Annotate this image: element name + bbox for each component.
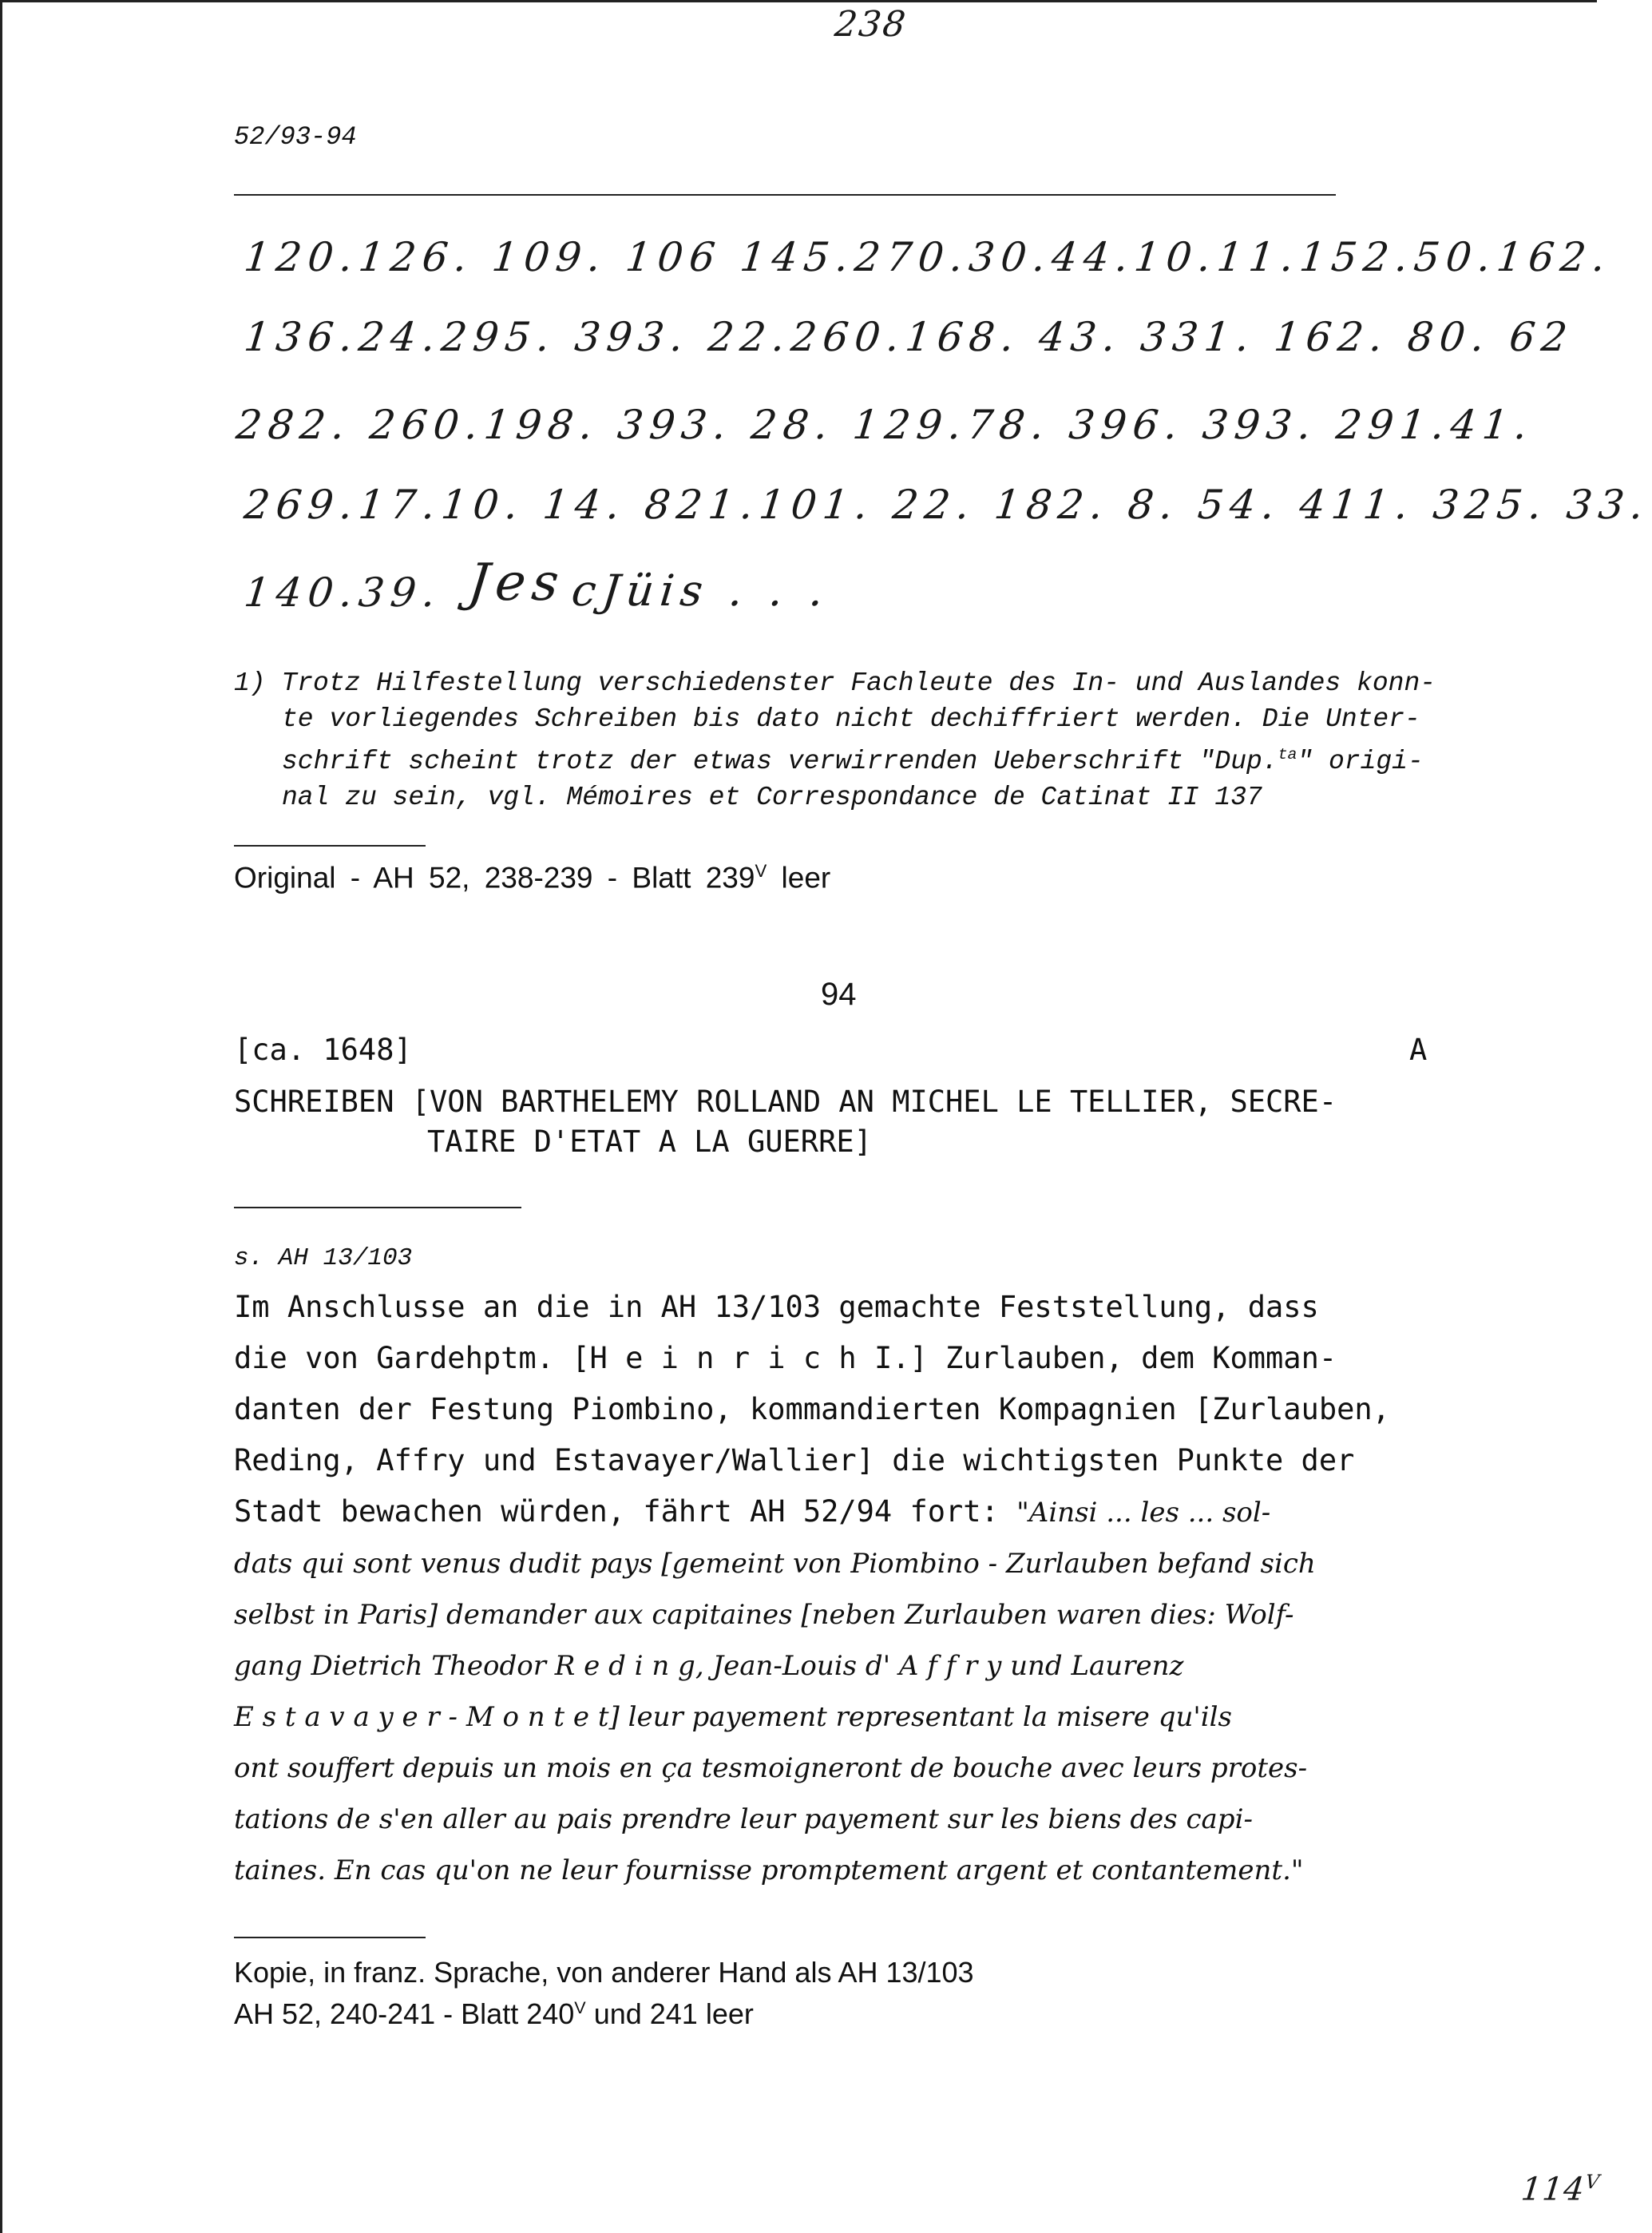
copy-note-line-2 (234, 1990, 974, 2032)
body-line-11: tations de s'en aller au pais prendre leur payement sur les biens des capi- (234, 1803, 1253, 1835)
body-line-1: Im Anschlusse an die in AH 13/103 gemachte Feststellung, dass (234, 1290, 1319, 1324)
body-line-6: dats qui sont venus dudit pays [gemeint von Piombino - Zurlauben befand sich (234, 1548, 1316, 1580)
body-line-9 (234, 1692, 1390, 1743)
top-rule (234, 194, 1336, 196)
see-reference: s. AH 13/103 (234, 1244, 413, 1272)
footnote-marker: 1) (234, 668, 266, 698)
corner-folio-sup: V (1584, 2171, 1602, 2193)
body-line-3: danten der Festung Piombino, kommandierten Kompagnien [Zurlauben, (234, 1392, 1390, 1426)
body-line-8d: A f f r y (898, 1650, 1002, 1682)
body-line-7: selbst in Paris] demander aux capitaines [neben Zurlauben waren dies: Wolf- (234, 1599, 1294, 1631)
copy-note-line-1: Kopie, in franz. Sprache, von anderer Hand als AH 13/103 (234, 1956, 974, 1989)
footnote-line-2: te vorliegendes Schreiben bis dato nicht dechiffriert werden. Die Unter- (282, 704, 1420, 734)
body-line-5a: Stadt bewachen würden, fährt AH 52/94 fort: (234, 1494, 1017, 1529)
cipher-signature: Jes (465, 553, 568, 613)
copy-note-line-2b: und 241 leer (585, 1997, 754, 2030)
body-line-8b: R e d i n g (554, 1650, 695, 1682)
cipher-signature-2: cJüis . . . (569, 565, 833, 616)
reference-number: 52/93-94 (234, 122, 357, 152)
copy-note-line-2a: AH 52, 240-241 - Blatt 240 (234, 1997, 575, 2030)
footnote-line-4: nal zu sein, vgl. Mémoires et Correspondance de Catinat II 137 (282, 783, 1262, 812)
original-note-sup: V (755, 861, 767, 881)
body-line-8a: gang Dietrich Theodor (234, 1650, 555, 1682)
document-date: [ca. 1648] (234, 1033, 412, 1067)
copy-note-sup: V (574, 1997, 586, 2017)
corner-folio-mark (1519, 2171, 1602, 2207)
body-line-12: taines. En cas qu'on ne leur fournisse promptement argent et contantement." (234, 1854, 1304, 1886)
body-line-8e: und Laurenz (1001, 1650, 1184, 1682)
handwritten-page-number: 238 (833, 4, 909, 45)
original-note-text: Original - AH 52, 238-239 - Blatt 239 (234, 861, 755, 894)
body-line-5 (234, 1486, 1390, 1538)
cipher-line-5: 140.39. (242, 569, 444, 616)
cipher-line-1: 120.126. 109. 106 145.270.30.44.10.11.152.50.162. (242, 234, 1614, 280)
corner-folio-number: 114 (1519, 2171, 1587, 2208)
copy-rule (234, 1937, 426, 1938)
body-line-8 (234, 1640, 1390, 1692)
heading-rule (234, 1207, 521, 1208)
body-line-9b: ] leur payement representant la misere qu'ils (608, 1701, 1232, 1733)
original-note (234, 861, 830, 894)
document-number: 94 (821, 977, 857, 1012)
original-note-end: leer (767, 861, 831, 894)
footnote-line-1: Trotz Hilfestellung verschiedenster Fachleute des In- und Auslandes konn- (281, 668, 1436, 698)
footnote-line-3-end: " origi- (1297, 747, 1424, 776)
body-line-2 (234, 1333, 1390, 1384)
body-line-2c: ] Zurlauben, dem Komman- (909, 1341, 1337, 1375)
copy-note (234, 1955, 974, 2032)
footnote (234, 665, 1436, 815)
body-text (234, 1282, 1390, 1896)
cipher-line-4: 269.17.10. 14. 821.101. 22. 182. 8. 54. 411. 325. 33. (242, 482, 1652, 528)
body-line-4: Reding, Affry und Estavayer/Wallier] die wichtigsten Punkte der (234, 1443, 1355, 1477)
body-line-2b: H e i n r i c h I. (589, 1341, 910, 1375)
body-line-2a: die von Gardehptm. [ (234, 1341, 590, 1375)
body-line-8c: , Jean-Louis d' (695, 1650, 899, 1682)
cipher-line-3: 282. 260.198. 393. 28. 129.78. 396. 393. 291.41. (234, 402, 1536, 448)
document-letter: A (1409, 1033, 1428, 1067)
footnote-sup: ta (1278, 746, 1297, 764)
body-line-10: ont souffert depuis un mois en ça tesmoigneront de bouche avec leurs protes- (234, 1752, 1308, 1784)
footnote-line-3: schrift scheint trotz der etwas verwirrenden Ueberschrift "Dup. (282, 747, 1278, 776)
footnote-rule (234, 845, 426, 847)
body-line-5b: "Ainsi ... les ... sol- (1016, 1497, 1271, 1529)
heading-line-2: TAIRE D'ETAT A LA GUERRE] (427, 1124, 872, 1159)
cipher-line-2: 136.24.295. 393. 22.260.168. 43. 331. 162. 80. 62 (242, 314, 1576, 360)
heading-line-1: SCHREIBEN [VON BARTHELEMY ROLLAND AN MICHEL LE TELLIER, SECRE- (234, 1085, 1337, 1119)
body-line-9a: E s t a v a y e r - M o n t e t (234, 1701, 609, 1733)
